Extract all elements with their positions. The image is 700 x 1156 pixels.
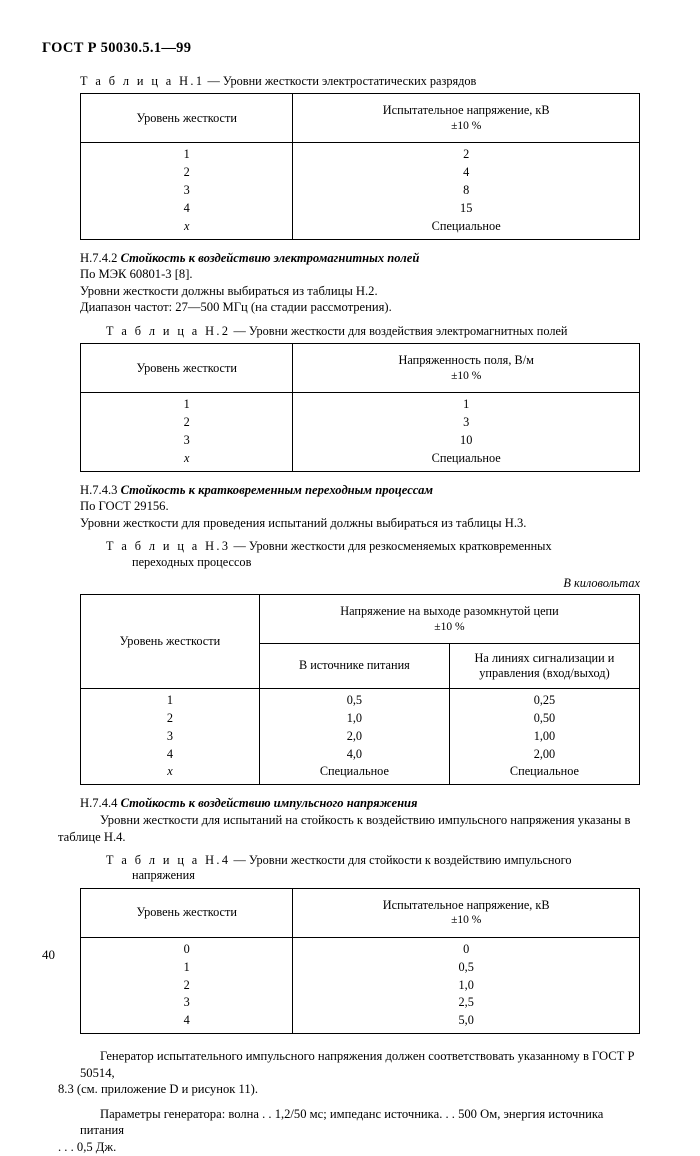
section-title: Стойкость к воздействию импульсного напряжения bbox=[120, 796, 418, 811]
table-h4-col2-header-line1: Испытательное напряжение, кВ bbox=[382, 897, 550, 912]
table-h2-levels bbox=[81, 393, 293, 471]
footer-paragraph-2-line-2: . . . 0,5 Дж. bbox=[58, 1140, 117, 1155]
level-value: 4 bbox=[183, 200, 190, 215]
table-h2-col2-header bbox=[293, 344, 640, 393]
cell-value: Специальное bbox=[319, 764, 389, 779]
table-row bbox=[81, 888, 640, 937]
table-h3 bbox=[80, 594, 640, 785]
section-number: Н.7.4.2 bbox=[80, 250, 118, 265]
cell-value: 0 bbox=[463, 941, 470, 956]
table-h1-col2-header-line2: ±10 % bbox=[451, 119, 482, 132]
cell-value: 1 bbox=[463, 397, 470, 412]
cell-value: 1,00 bbox=[533, 728, 556, 743]
table-h2-col2-header-line1: Напряженность поля, В/м bbox=[398, 353, 534, 368]
table-h4-caption bbox=[106, 853, 640, 884]
section-h7-4-2-line-3: Диапазон частот: 27—500 МГц (на стадии рассмотрения). bbox=[80, 300, 392, 315]
section-title: Стойкость к кратковременным переходным процессам bbox=[120, 482, 433, 497]
cell-value: Специальное bbox=[431, 450, 501, 465]
section-h7-4-4-line-1: Уровни жесткости для испытаний на стойкость к воздействию импульсного напряжения указаны в bbox=[100, 812, 631, 827]
table-h1-values bbox=[293, 143, 640, 239]
table-h4-col2-header-line2: ±10 % bbox=[451, 914, 482, 927]
table-row bbox=[81, 94, 640, 143]
section-h7-4-2 bbox=[80, 250, 640, 316]
table-row bbox=[81, 143, 640, 239]
table-h3-sub-header-2-line2: управления (вход/выход) bbox=[479, 666, 610, 681]
table-h2-values bbox=[293, 393, 640, 471]
table-h2 bbox=[80, 343, 640, 471]
level-value: 0 bbox=[183, 941, 190, 956]
table-h3-sub-header-2 bbox=[449, 644, 639, 689]
table-h3-sub-header-2-line1: На линиях сигнализации и bbox=[474, 650, 615, 665]
section-h7-4-2-heading bbox=[80, 250, 640, 267]
section-h7-4-3 bbox=[80, 482, 640, 532]
table-h4-caption-text: — Уровни жесткости для стойкости к воздействию импульсного bbox=[230, 853, 572, 868]
level-value: 2 bbox=[183, 165, 190, 180]
table-h4-col2-header bbox=[293, 888, 640, 937]
cell-value: 2,5 bbox=[458, 995, 474, 1010]
footer-paragraph-1-line-2: 8.3 (см. приложение D и рисунок 11). bbox=[58, 1082, 258, 1097]
cell-value: 1,0 bbox=[346, 710, 363, 725]
section-h7-4-2-line-2: Уровни жесткости должны выбираться из таблицы Н.2. bbox=[80, 283, 378, 298]
level-value: 1 bbox=[183, 147, 190, 162]
section-number: Н.7.4.3 bbox=[80, 482, 118, 497]
level-value: 4 bbox=[183, 1013, 190, 1028]
table-h1-caption-text: — Уровни жесткости электростатических разрядов bbox=[204, 74, 477, 88]
section-h7-4-4-heading bbox=[80, 795, 640, 812]
cell-value: Специальное bbox=[431, 218, 501, 233]
section-h7-4-2-line-1: По МЭК 60801-3 [8]. bbox=[80, 267, 193, 282]
cell-value: 5,0 bbox=[458, 1013, 474, 1028]
level-value: 4 bbox=[166, 746, 174, 761]
section-h7-4-3-line-2: Уровни жесткости для проведения испытаний должны выбираться из таблицы Н.3. bbox=[80, 515, 527, 530]
table-h3-caption bbox=[106, 539, 640, 570]
level-value: 3 bbox=[166, 728, 174, 743]
table-h3-group-header-line1: Напряжение на выходе разомкнутой цепи bbox=[340, 604, 559, 619]
table-h2-caption-label: Т а б л и ц а Н.2 bbox=[106, 323, 231, 338]
section-number: Н.7.4.4 bbox=[80, 796, 118, 811]
table-h1-caption bbox=[80, 74, 640, 89]
cell-value: 8 bbox=[463, 183, 470, 198]
table-h3-sub-header-1: В источнике питания bbox=[259, 644, 449, 689]
cell-value: 0,50 bbox=[533, 710, 556, 725]
cell-value: 1,0 bbox=[458, 977, 474, 992]
level-value: х bbox=[183, 218, 190, 233]
table-h4-col1-header: Уровень жесткости bbox=[81, 888, 293, 937]
table-h4-levels bbox=[81, 937, 293, 1033]
table-h2-col2-header-line2: ±10 % bbox=[451, 369, 482, 382]
table-h1-col2-header-line1: Испытательное напряжение, кВ bbox=[382, 103, 550, 118]
table-h1-col2-header bbox=[293, 94, 640, 143]
table-h3-caption-label: Т а б л и ц а Н.3 bbox=[106, 539, 231, 554]
document-content bbox=[58, 74, 640, 1156]
cell-value: Специальное bbox=[509, 764, 579, 779]
table-h1-col1-header: Уровень жесткости bbox=[81, 94, 293, 143]
level-value: 2 bbox=[183, 977, 190, 992]
table-h3-group-header-line2: ±10 % bbox=[434, 620, 465, 633]
footer-paragraph-1 bbox=[58, 1048, 640, 1098]
cell-value: 2 bbox=[463, 147, 470, 162]
level-value: 3 bbox=[183, 183, 190, 198]
table-h3-levels bbox=[81, 689, 260, 785]
table-row bbox=[81, 393, 640, 471]
table-row bbox=[81, 689, 640, 785]
section-h7-4-3-heading bbox=[80, 482, 640, 499]
footer-paragraph-2-line-1: Параметры генератора: волна . . 1,2/50 мс; импеданс источника. . . 500 Ом, энергия источника питания bbox=[80, 1106, 604, 1138]
table-h3-units-note: В киловольтах bbox=[563, 576, 640, 591]
table-h4-values bbox=[293, 937, 640, 1033]
level-value: 2 bbox=[166, 710, 174, 725]
level-value: 1 bbox=[183, 959, 190, 974]
cell-value: 0,5 bbox=[458, 959, 474, 974]
cell-value: 3 bbox=[463, 415, 470, 430]
table-h3-group-header bbox=[259, 595, 639, 644]
table-h4-caption-cont: напряжения bbox=[132, 868, 195, 883]
cell-value: 10 bbox=[460, 432, 473, 447]
page-header: ГОСТ Р 50030.5.1—99 bbox=[42, 40, 192, 56]
table-h3-source-values bbox=[259, 689, 449, 785]
cell-value: 2,0 bbox=[346, 728, 363, 743]
table-row bbox=[81, 344, 640, 393]
table-h3-caption-cont: переходных процессов bbox=[132, 554, 252, 569]
level-value: 3 bbox=[183, 995, 190, 1010]
level-value: 3 bbox=[183, 432, 190, 447]
footer-paragraph-1-line-1: Генератор испытательного импульсного напряжения должен соответствовать указанному в ГОСТ Р 50514, bbox=[80, 1048, 635, 1080]
table-h4 bbox=[80, 888, 640, 1034]
cell-value: 15 bbox=[460, 200, 473, 215]
section-h7-4-3-line-1: По ГОСТ 29156. bbox=[80, 499, 169, 514]
table-h4-caption-label: Т а б л и ц а Н.4 bbox=[106, 853, 231, 868]
table-h1-levels bbox=[81, 143, 293, 239]
table-row bbox=[81, 595, 640, 644]
level-value: 1 bbox=[166, 693, 174, 708]
table-h3-caption-text: — Уровни жесткости для резкосменяемых кратковременных bbox=[230, 539, 552, 554]
table-h1-caption-label: Т а б л и ц а Н.1 bbox=[80, 74, 205, 88]
section-title: Стойкость к воздействию электромагнитных полей bbox=[120, 250, 420, 265]
cell-value: 4 bbox=[463, 165, 470, 180]
level-value: 1 bbox=[183, 397, 190, 412]
table-h1 bbox=[80, 93, 640, 239]
cell-value: 4,0 bbox=[346, 746, 363, 761]
cell-value: 2,00 bbox=[533, 746, 556, 761]
cell-value: 0,25 bbox=[533, 693, 556, 708]
table-h2-col1-header: Уровень жесткости bbox=[81, 344, 293, 393]
section-h7-4-4-line-2: таблице Н.4. bbox=[58, 829, 126, 844]
table-h3-lines-values bbox=[449, 689, 639, 785]
section-h7-4-4 bbox=[58, 795, 640, 845]
footer-paragraph-2 bbox=[58, 1106, 640, 1156]
table-h2-caption bbox=[106, 324, 640, 339]
level-value: 2 bbox=[183, 415, 190, 430]
table-h2-caption-text: — Уровни жесткости для воздействия электромагнитных полей bbox=[230, 323, 568, 338]
level-value: х bbox=[167, 764, 173, 779]
table-row bbox=[81, 937, 640, 1033]
cell-value: 0,5 bbox=[346, 693, 363, 708]
table-h3-col1-header: Уровень жесткости bbox=[81, 595, 260, 689]
page-number: 40 bbox=[42, 947, 55, 962]
level-value: х bbox=[183, 450, 190, 465]
